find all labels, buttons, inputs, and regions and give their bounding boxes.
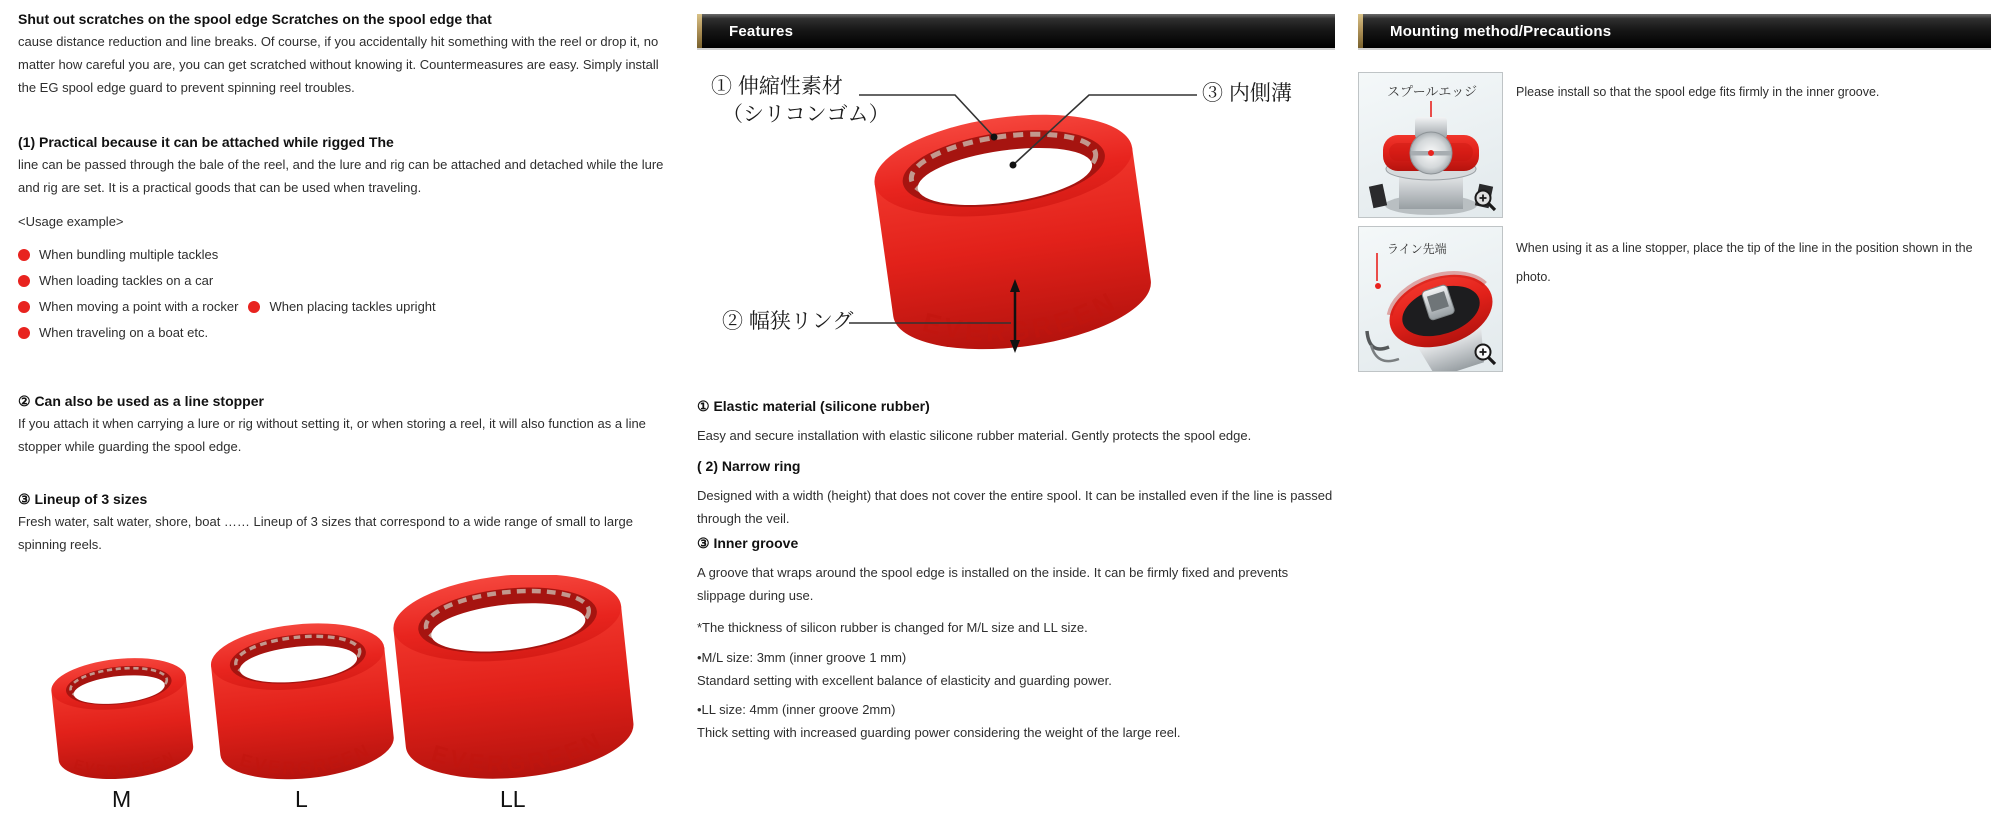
section-1-body: line can be passed through the bale of the reel, and the lure and rig can be attached and detached while the lure and rig are set. It is a practical goods that can be used when traveling. <box>18 157 664 195</box>
thickness-note: *The thickness of silicon rubber is changed for M/L size and LL size. <box>697 620 1088 635</box>
spec-title: •LL size: 4mm (inner groove 2mm) <box>697 702 896 717</box>
usage-item-label: When placing tackles upright <box>269 299 436 314</box>
zoom-magnifier-icon[interactable] <box>1472 341 1498 367</box>
section-3-body: Fresh water, salt water, shore, boat …… Lineup of 3 sizes that correspond to a wide range of small to large spinning reels. <box>18 514 633 552</box>
size-label-l: L <box>295 786 308 812</box>
usage-item <box>18 320 668 345</box>
usage-item-label: When traveling on a boat etc. <box>39 325 209 340</box>
feature-body: Easy and secure installation with elastic silicone rubber material. Gently protects the spool edge. <box>697 428 1252 443</box>
spec-ml-size <box>697 646 1340 692</box>
callout-elastic-line2: （シリコンゴム） <box>722 103 890 126</box>
mounting-header-label: Mounting method/Precautions <box>1390 22 1612 40</box>
size-lineup-image <box>20 575 650 785</box>
photo-label-line-tip: ライン先端 <box>1387 242 1447 256</box>
bullet-dot-icon <box>18 249 30 261</box>
caption-spool-edge: Please install so that the spool edge fits firmly in the inner groove. <box>1516 85 1880 99</box>
feature-section-elastic <box>697 395 1340 447</box>
intro-body: cause distance reduction and line breaks. Of course, if you accidentally hit something with the reel or drop it, no matter how careful you are, you can get scratched without knowing it. Countermeasures are easy. Simply install the EG spool edge guard to prevent spinning reel troubles. <box>18 34 659 95</box>
usage-item <box>18 242 668 267</box>
features-header-bar <box>697 14 1335 48</box>
usage-item-label: When bundling multiple tackles <box>39 247 219 262</box>
usage-item-label: When loading tackles on a car <box>39 273 214 288</box>
zoom-magnifier-icon[interactable] <box>1472 187 1498 213</box>
section-3 <box>18 488 668 556</box>
spec-title: •M/L size: 3mm (inner groove 1 mm) <box>697 650 907 665</box>
size-label-m: M <box>112 786 132 812</box>
section-2-heading: ② Can also be used as a line stopper <box>18 393 264 409</box>
spec-ll-size <box>697 698 1340 744</box>
callout-narrow-ring: ② 幅狭リング <box>722 310 854 333</box>
section-1 <box>18 131 668 199</box>
bullet-dot-icon <box>248 301 260 313</box>
usage-example-list <box>18 210 668 345</box>
bullet-dot-icon <box>18 275 30 287</box>
usage-item <box>18 294 668 319</box>
intro-heading: Shut out scratches on the spool edge Scratches on the spool edge that <box>18 11 492 27</box>
header-gold-accent <box>697 14 702 48</box>
mounting-photo-line-tip[interactable] <box>1358 226 1503 372</box>
feature-body: Designed with a width (height) that does not cover the entire spool. It can be installed even if the line is passed through the veil. <box>697 488 1333 526</box>
feature-heading: ① Elastic material (silicone rubber) <box>697 398 930 414</box>
section-2-body: If you attach it when carrying a lure or rig without setting it, or when storing a reel, it will also function as a line stopper while guarding the spool edge. <box>18 416 646 454</box>
mounting-header-bar <box>1358 14 1991 48</box>
section-1-heading: (1) Practical because it can be attached while rigged The <box>18 134 394 150</box>
bullet-dot-icon <box>18 327 30 339</box>
section-3-heading: ③ Lineup of 3 sizes <box>18 491 148 507</box>
intro-paragraph <box>18 8 668 99</box>
usage-item <box>18 268 668 293</box>
header-gold-accent <box>1358 14 1363 48</box>
section-2 <box>18 390 668 458</box>
usage-item-label: When moving a point with a rocker <box>39 299 239 314</box>
spec-body: Standard setting with excellent balance of elasticity and guarding power. <box>697 673 1112 688</box>
feature-body: A groove that wraps around the spool edge is installed on the inside. It can be firmly fixed and prevents slippage during use. <box>697 565 1289 603</box>
caption-line-tip: When using it as a line stopper, place the tip of the line in the position shown in the photo. <box>1516 241 1973 284</box>
photo-label-spool-edge: スプールエッジ <box>1387 84 1478 99</box>
bullet-dot-icon <box>18 301 30 313</box>
feature-section-narrow-ring <box>697 455 1340 530</box>
usage-title: <Usage example> <box>18 214 124 229</box>
mounting-photo-spool-edge[interactable] <box>1358 72 1503 218</box>
spec-body: Thick setting with increased guarding power considering the weight of the large reel. <box>697 725 1181 740</box>
size-label-ll: LL <box>500 786 526 812</box>
callout-elastic-material <box>711 73 890 129</box>
feature-heading: ③ Inner groove <box>697 535 799 551</box>
callout-inner-groove: ③ 内側溝 <box>1202 82 1292 105</box>
callout-elastic-line1: ① 伸縮性素材 <box>711 75 843 98</box>
features-diagram <box>697 55 1340 395</box>
feature-heading: ( 2) Narrow ring <box>697 458 801 474</box>
features-header-label: Features <box>729 22 794 40</box>
feature-section-inner-groove <box>697 532 1340 607</box>
